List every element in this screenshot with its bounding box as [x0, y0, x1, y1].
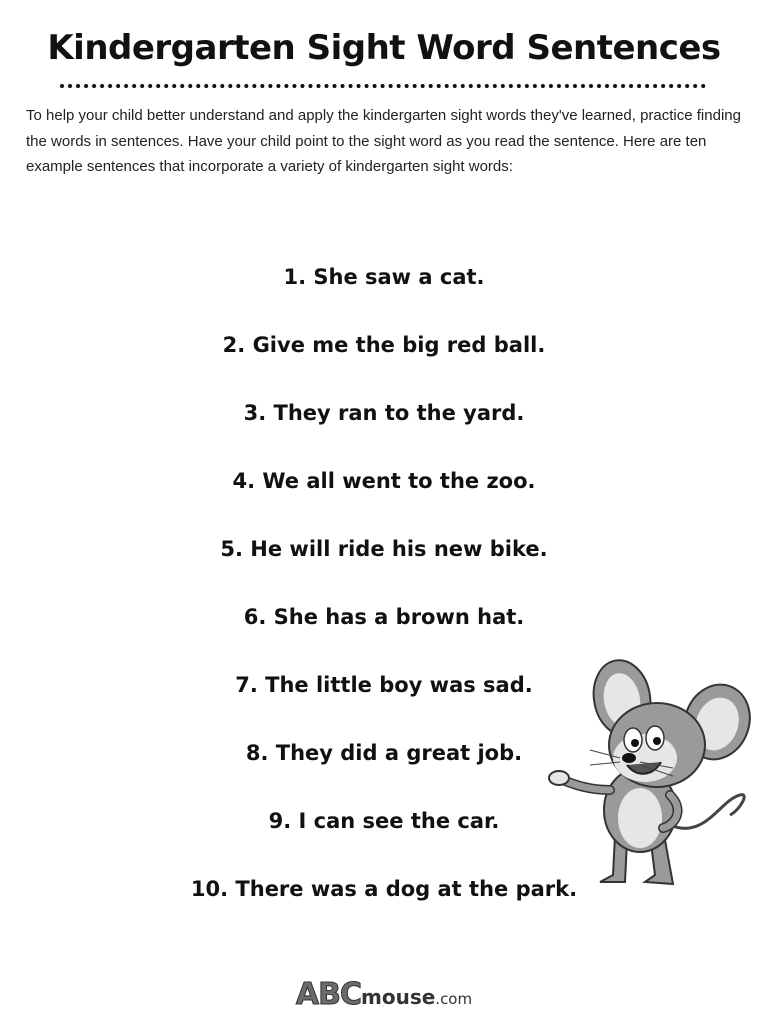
- page-title: Kindergarten Sight Word Sentences: [47, 28, 721, 68]
- sentence-item: 8. They did a great job.: [245, 741, 523, 765]
- sentence-item: 1. She saw a cat.: [283, 265, 485, 289]
- brand-abc: ABC: [295, 977, 361, 1012]
- intro-paragraph: To help your child better understand and apply the kindergarten sight words they've learned, practice finding the words in sentences. Have your child point to the sight word as you read the sentence. Here are ten example sentences that incorporate a variety of kindergarten sight words:: [26, 107, 741, 175]
- sentence-item: 5. He will ride his new bike.: [220, 537, 548, 561]
- sentence-item: 9. I can see the car.: [268, 809, 500, 833]
- brand-com: .com: [435, 990, 473, 1008]
- sentence-item: 6. She has a brown hat.: [243, 605, 525, 629]
- abcmouse-logo: [0, 978, 768, 1017]
- sentence-item: 10. There was a dog at the park.: [190, 877, 578, 901]
- sentence-item: 4. We all went to the zoo.: [232, 469, 536, 493]
- sentence-item: 2. Give me the big red ball.: [222, 333, 546, 357]
- mouse-mascot-icon: [545, 650, 760, 895]
- sentence-item: 3. They ran to the yard.: [243, 401, 525, 425]
- title-divider: [60, 84, 706, 88]
- sentence-item: 7. The little boy was sad.: [235, 673, 533, 697]
- brand-mouse: mouse: [361, 985, 436, 1009]
